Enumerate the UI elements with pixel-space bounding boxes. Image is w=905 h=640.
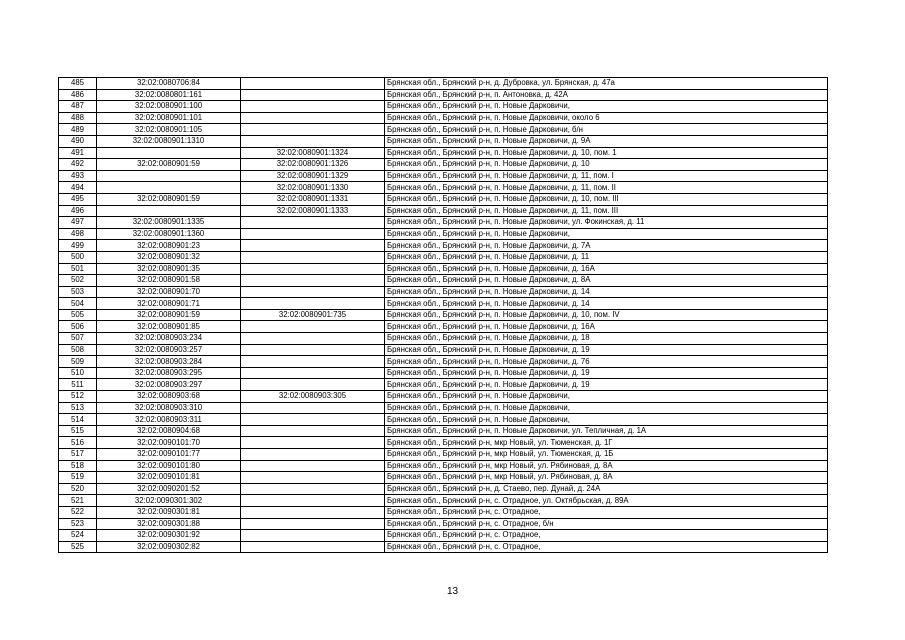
related-cadastral-number-cell: 32:02:0080901:1324 xyxy=(241,147,385,159)
related-cadastral-number-cell xyxy=(241,402,385,414)
row-number-cell: 494 xyxy=(59,182,97,194)
address-cell: Брянская обл., Брянский р-н, п. Новые Дарковичи, д. 10, пом. IV xyxy=(385,309,828,321)
table-row xyxy=(59,89,828,101)
cadastral-number-cell: 32:02:0080903:311 xyxy=(97,414,241,426)
table-row xyxy=(59,309,828,321)
address-cell: Брянская обл., Брянский р-н, п. Новые Дарковичи, д. 11, пом. I xyxy=(385,170,828,182)
cadastral-number-cell: 32:02:0090301:81 xyxy=(97,506,241,518)
row-number-cell: 507 xyxy=(59,333,97,345)
page-number: 13 xyxy=(446,586,459,597)
related-cadastral-number-cell xyxy=(241,495,385,507)
related-cadastral-number-cell: 32:02:0080901:1326 xyxy=(241,159,385,171)
row-number-cell: 525 xyxy=(59,541,97,553)
row-number-cell: 485 xyxy=(59,78,97,90)
table-row xyxy=(59,472,828,484)
table-row xyxy=(59,321,828,333)
table-row xyxy=(59,147,828,159)
table-row xyxy=(59,263,828,275)
address-cell: Брянская обл., Брянский р-н, п. Новые Дарковичи, д. 10, пом. 1 xyxy=(385,147,828,159)
cadastral-number-cell: 32:02:0080901:58 xyxy=(97,275,241,287)
related-cadastral-number-cell xyxy=(241,367,385,379)
table-row xyxy=(59,251,828,263)
table-row xyxy=(59,530,828,542)
cadastral-number-cell xyxy=(97,182,241,194)
cadastral-number-cell: 32:02:0080901:59 xyxy=(97,193,241,205)
row-number-cell: 516 xyxy=(59,437,97,449)
related-cadastral-number-cell xyxy=(241,379,385,391)
related-cadastral-number-cell xyxy=(241,112,385,124)
related-cadastral-number-cell xyxy=(241,228,385,240)
related-cadastral-number-cell xyxy=(241,344,385,356)
table-row xyxy=(59,460,828,472)
related-cadastral-number-cell xyxy=(241,101,385,113)
cadastral-number-cell: 32:02:0080901:32 xyxy=(97,251,241,263)
address-cell: Брянская обл., Брянский р-н, п. Новые Дарковичи, ул. Фокинская, д. 11 xyxy=(385,217,828,229)
row-number-cell: 498 xyxy=(59,228,97,240)
table-row xyxy=(59,356,828,368)
related-cadastral-number-cell: 32:02:0080903:305 xyxy=(241,391,385,403)
related-cadastral-number-cell xyxy=(241,275,385,287)
cadastral-number-cell: 32:02:0080903:257 xyxy=(97,344,241,356)
table-row xyxy=(59,367,828,379)
address-cell: Брянская обл., Брянский р-н, мкр Новый, ул. Рябиновая, д. 8А xyxy=(385,460,828,472)
row-number-cell: 495 xyxy=(59,193,97,205)
address-cell: Брянская обл., Брянский р-н, п. Новые Дарковичи, xyxy=(385,228,828,240)
cadastral-number-cell xyxy=(97,147,241,159)
table-row xyxy=(59,344,828,356)
row-number-cell: 514 xyxy=(59,414,97,426)
related-cadastral-number-cell xyxy=(241,530,385,542)
address-cell: Брянская обл., Брянский р-н, п. Новые Дарковичи, д. 76 xyxy=(385,356,828,368)
related-cadastral-number-cell xyxy=(241,425,385,437)
address-cell: Брянская обл., Брянский р-н, п. Новые Дарковичи, д. 19 xyxy=(385,379,828,391)
address-cell: Брянская обл., Брянский р-н, с. Отрадное, xyxy=(385,506,828,518)
related-cadastral-number-cell xyxy=(241,356,385,368)
row-number-cell: 504 xyxy=(59,298,97,310)
row-number-cell: 515 xyxy=(59,425,97,437)
row-number-cell: 524 xyxy=(59,530,97,542)
address-cell: Брянская обл., Брянский р-н, с. Отрадное, xyxy=(385,530,828,542)
cadastral-number-cell: 32:02:0080706:84 xyxy=(97,78,241,90)
related-cadastral-number-cell xyxy=(241,240,385,252)
row-number-cell: 499 xyxy=(59,240,97,252)
address-cell: Брянская обл., Брянский р-н, п. Новые Дарковичи, д. 14 xyxy=(385,286,828,298)
row-number-cell: 520 xyxy=(59,483,97,495)
address-cell: Брянская обл., Брянский р-н, п. Новые Дарковичи, д. 11, пом. III xyxy=(385,205,828,217)
address-cell: Брянская обл., Брянский р-н, п. Новые Дарковичи, д. 9А xyxy=(385,135,828,147)
row-number-cell: 501 xyxy=(59,263,97,275)
row-number-cell: 509 xyxy=(59,356,97,368)
related-cadastral-number-cell xyxy=(241,506,385,518)
cadastral-number-cell: 32:02:0090101:77 xyxy=(97,449,241,461)
address-cell: Брянская обл., Брянский р-н, п. Новые Дарковичи, д. 7А xyxy=(385,240,828,252)
related-cadastral-number-cell xyxy=(241,286,385,298)
address-cell: Брянская обл., Брянский р-н, п. Новые Дарковичи, xyxy=(385,402,828,414)
address-cell: Брянская обл., Брянский р-н, п. Новые Дарковичи, б/н xyxy=(385,124,828,136)
related-cadastral-number-cell: 32:02:0080901:1330 xyxy=(241,182,385,194)
address-cell: Брянская обл., Брянский р-н, п. Новые Дарковичи, д. 19 xyxy=(385,367,828,379)
cadastral-number-cell: 32:02:0080901:1360 xyxy=(97,228,241,240)
related-cadastral-number-cell xyxy=(241,263,385,275)
related-cadastral-number-cell: 32:02:0080901:1331 xyxy=(241,193,385,205)
related-cadastral-number-cell xyxy=(241,124,385,136)
cadastral-number-cell: 32:02:0080901:101 xyxy=(97,112,241,124)
address-cell: Брянская обл., Брянский р-н, п. Новые Дарковичи, д. 8А xyxy=(385,275,828,287)
related-cadastral-number-cell xyxy=(241,449,385,461)
table-row xyxy=(59,541,828,553)
row-number-cell: 517 xyxy=(59,449,97,461)
related-cadastral-number-cell xyxy=(241,518,385,530)
cadastral-number-cell: 32:02:0080903:310 xyxy=(97,402,241,414)
row-number-cell: 500 xyxy=(59,251,97,263)
row-number-cell: 503 xyxy=(59,286,97,298)
address-cell: Брянская обл., Брянский р-н, п. Новые Дарковичи, д. 18 xyxy=(385,333,828,345)
cadastral-number-cell: 32:02:0090101:70 xyxy=(97,437,241,449)
row-number-cell: 488 xyxy=(59,112,97,124)
cadastral-number-cell: 32:02:0080901:35 xyxy=(97,263,241,275)
table-row xyxy=(59,228,828,240)
table-row xyxy=(59,205,828,217)
table-row xyxy=(59,217,828,229)
table-row xyxy=(59,135,828,147)
table-row xyxy=(59,159,828,171)
address-cell: Брянская обл., Брянский р-н, п. Новые Дарковичи, д. 10 xyxy=(385,159,828,171)
related-cadastral-number-cell xyxy=(241,541,385,553)
address-cell: Брянская обл., Брянский р-н, п. Новые Дарковичи, xyxy=(385,101,828,113)
table-row xyxy=(59,124,828,136)
related-cadastral-number-cell xyxy=(241,78,385,90)
table-row xyxy=(59,170,828,182)
cadastral-number-cell: 32:02:0080901:59 xyxy=(97,159,241,171)
related-cadastral-number-cell xyxy=(241,251,385,263)
row-number-cell: 492 xyxy=(59,159,97,171)
row-number-cell: 502 xyxy=(59,275,97,287)
table-row xyxy=(59,437,828,449)
row-number-cell: 522 xyxy=(59,506,97,518)
address-cell: Брянская обл., Брянский р-н, п. Новые Дарковичи, ул. Тепличная, д. 1А xyxy=(385,425,828,437)
table-row xyxy=(59,101,828,113)
cadastral-number-cell: 32:02:0090301:92 xyxy=(97,530,241,542)
address-cell: Брянская обл., Брянский р-н, п. Новые Дарковичи, д. 16А xyxy=(385,321,828,333)
row-number-cell: 486 xyxy=(59,89,97,101)
table-row xyxy=(59,391,828,403)
cadastral-number-cell: 32:02:0080901:71 xyxy=(97,298,241,310)
related-cadastral-number-cell: 32:02:0080901:735 xyxy=(241,309,385,321)
address-cell: Брянская обл., Брянский р-н, п. Новые Дарковичи, д. 14 xyxy=(385,298,828,310)
row-number-cell: 489 xyxy=(59,124,97,136)
table-row xyxy=(59,414,828,426)
cadastral-number-cell: 32:02:0080901:70 xyxy=(97,286,241,298)
related-cadastral-number-cell xyxy=(241,483,385,495)
table-row xyxy=(59,379,828,391)
table-row xyxy=(59,425,828,437)
cadastral-number-cell: 32:02:0080904:68 xyxy=(97,425,241,437)
row-number-cell: 493 xyxy=(59,170,97,182)
table-row xyxy=(59,449,828,461)
cadastral-number-cell: 32:02:0080801:161 xyxy=(97,89,241,101)
related-cadastral-number-cell xyxy=(241,217,385,229)
related-cadastral-number-cell xyxy=(241,437,385,449)
table-row xyxy=(59,402,828,414)
row-number-cell: 506 xyxy=(59,321,97,333)
address-cell: Брянская обл., Брянский р-н, мкр Новый, ул. Тюменская, д. 1Г xyxy=(385,437,828,449)
cadastral-number-cell: 32:02:0080903:284 xyxy=(97,356,241,368)
table-row xyxy=(59,275,828,287)
address-cell: Брянская обл., Брянский р-н, п. Новые Дарковичи, д. 11 xyxy=(385,251,828,263)
row-number-cell: 496 xyxy=(59,205,97,217)
row-number-cell: 521 xyxy=(59,495,97,507)
related-cadastral-number-cell xyxy=(241,333,385,345)
address-cell: Брянская обл., Брянский р-н, п. Антоновка, д. 42А xyxy=(385,89,828,101)
cadastral-number-cell: 32:02:0090301:302 xyxy=(97,495,241,507)
row-number-cell: 497 xyxy=(59,217,97,229)
table-row xyxy=(59,506,828,518)
row-number-cell: 511 xyxy=(59,379,97,391)
row-number-cell: 490 xyxy=(59,135,97,147)
address-cell: Брянская обл., Брянский р-н, с. Отрадное, ул. Октябрьская, д. 89А xyxy=(385,495,828,507)
address-cell: Брянская обл., Брянский р-н, мкр Новый, ул. Рябиновая, д. 8А xyxy=(385,472,828,484)
table-row xyxy=(59,286,828,298)
address-cell: Брянская обл., Брянский р-н, д. Дубровка, ул. Брянская, д. 47а xyxy=(385,78,828,90)
address-cell: Брянская обл., Брянский р-н, п. Новые Дарковичи, около 6 xyxy=(385,112,828,124)
cadastral-number-cell: 32:02:0080901:23 xyxy=(97,240,241,252)
table-row xyxy=(59,495,828,507)
row-number-cell: 512 xyxy=(59,391,97,403)
related-cadastral-number-cell xyxy=(241,472,385,484)
row-number-cell: 508 xyxy=(59,344,97,356)
address-cell: Брянская обл., Брянский р-н, мкр Новый, ул. Тюменская, д. 1Б xyxy=(385,449,828,461)
row-number-cell: 487 xyxy=(59,101,97,113)
property-register-table xyxy=(58,77,828,553)
address-cell: Брянская обл., Брянский р-н, п. Новые Дарковичи, д. 16А xyxy=(385,263,828,275)
related-cadastral-number-cell: 32:02:0080901:1333 xyxy=(241,205,385,217)
related-cadastral-number-cell xyxy=(241,321,385,333)
row-number-cell: 505 xyxy=(59,309,97,321)
related-cadastral-number-cell: 32:02:0080901:1329 xyxy=(241,170,385,182)
table-row xyxy=(59,298,828,310)
address-cell: Брянская обл., Брянский р-н, д. Стаево, пер. Дунай, д. 24А xyxy=(385,483,828,495)
cadastral-number-cell: 32:02:0080901:1310 xyxy=(97,135,241,147)
row-number-cell: 491 xyxy=(59,147,97,159)
cadastral-number-cell: 32:02:0090101:81 xyxy=(97,472,241,484)
cadastral-number-cell: 32:02:0090101:80 xyxy=(97,460,241,472)
cadastral-number-cell: 32:02:0080901:100 xyxy=(97,101,241,113)
table-row xyxy=(59,193,828,205)
table-row xyxy=(59,483,828,495)
cadastral-number-cell: 32:02:0080901:85 xyxy=(97,321,241,333)
address-cell: Брянская обл., Брянский р-н, п. Новые Дарковичи, xyxy=(385,414,828,426)
related-cadastral-number-cell xyxy=(241,298,385,310)
address-cell: Брянская обл., Брянский р-н, с. Отрадное, б/н xyxy=(385,518,828,530)
table-row xyxy=(59,240,828,252)
cadastral-number-cell: 32:02:0090201:52 xyxy=(97,483,241,495)
cadastral-number-cell xyxy=(97,170,241,182)
row-number-cell: 519 xyxy=(59,472,97,484)
address-cell: Брянская обл., Брянский р-н, п. Новые Дарковичи, д. 19 xyxy=(385,344,828,356)
table-row xyxy=(59,78,828,90)
cadastral-number-cell: 32:02:0080901:59 xyxy=(97,309,241,321)
related-cadastral-number-cell xyxy=(241,460,385,472)
related-cadastral-number-cell xyxy=(241,135,385,147)
row-number-cell: 518 xyxy=(59,460,97,472)
cadastral-number-cell: 32:02:0090302:82 xyxy=(97,541,241,553)
cadastral-number-cell: 32:02:0080901:1335 xyxy=(97,217,241,229)
table-row xyxy=(59,333,828,345)
cadastral-number-cell: 32:02:0080901:105 xyxy=(97,124,241,136)
cadastral-number-cell: 32:02:0090301:88 xyxy=(97,518,241,530)
table-row xyxy=(59,112,828,124)
address-cell: Брянская обл., Брянский р-н, п. Новые Дарковичи, xyxy=(385,391,828,403)
table-row xyxy=(59,182,828,194)
cadastral-number-cell: 32:02:0080903:234 xyxy=(97,333,241,345)
address-cell: Брянская обл., Брянский р-н, п. Новые Дарковичи, д. 10, пом. III xyxy=(385,193,828,205)
row-number-cell: 513 xyxy=(59,402,97,414)
address-cell: Брянская обл., Брянский р-н, с. Отрадное, xyxy=(385,541,828,553)
cadastral-number-cell: 32:02:0080903:295 xyxy=(97,367,241,379)
address-cell: Брянская обл., Брянский р-н, п. Новые Дарковичи, д. 11, пом. II xyxy=(385,182,828,194)
row-number-cell: 510 xyxy=(59,367,97,379)
row-number-cell: 523 xyxy=(59,518,97,530)
related-cadastral-number-cell xyxy=(241,89,385,101)
table-body xyxy=(59,78,828,553)
cadastral-number-cell: 32:02:0080903:68 xyxy=(97,391,241,403)
cadastral-number-cell: 32:02:0080903:297 xyxy=(97,379,241,391)
cadastral-number-cell xyxy=(97,205,241,217)
related-cadastral-number-cell xyxy=(241,414,385,426)
table-row xyxy=(59,518,828,530)
